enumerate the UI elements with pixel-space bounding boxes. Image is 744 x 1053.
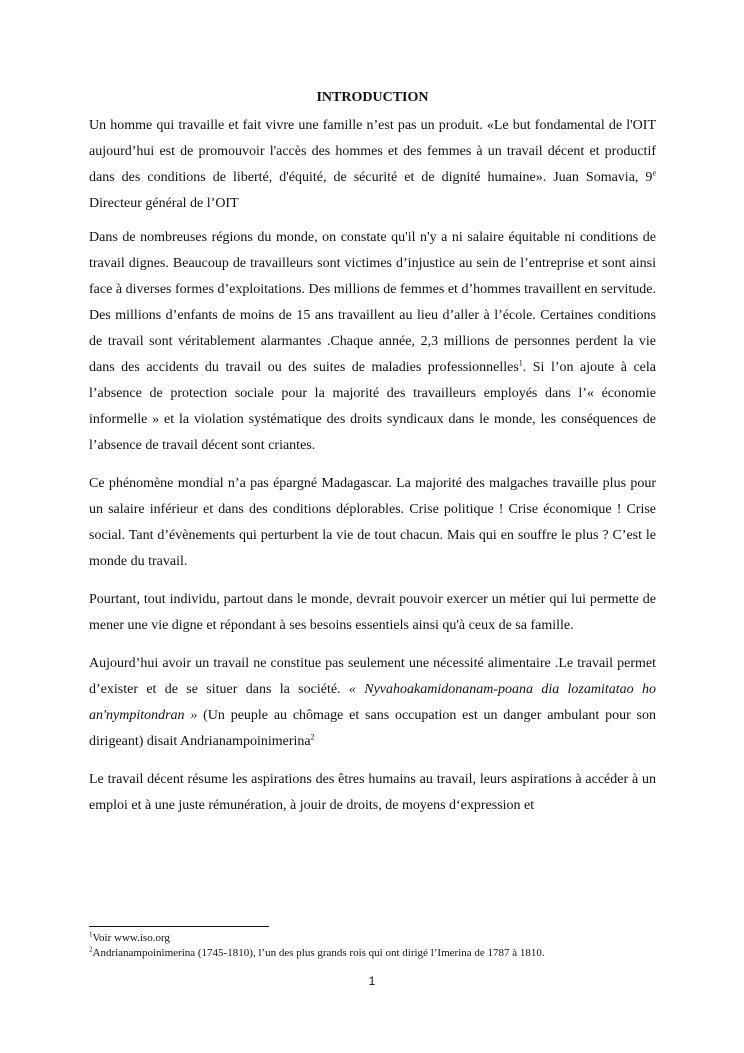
footnote-ref-2[interactable]: 2 bbox=[310, 732, 315, 742]
paragraph-3: Ce phénomène mondial n’a pas épargné Madagascar. La majorité des malgaches travaille plus pour un salaire inférieur et dans des conditions déplorables. Crise politique ! Crise économique ! Crise social. Tant d’évènements qui perturbent la vie de tout chacun. Mais qui en souffre le plus ? C’est le monde du travail. bbox=[89, 476, 656, 569]
page-number: 1 bbox=[368, 974, 376, 988]
page-title: INTRODUCTION bbox=[316, 90, 429, 105]
paragraph-4: Pourtant, tout individu, partout dans le monde, devrait pouvoir exercer un métier qui lui permette de mener une vie digne et répondant à ses besoins essentiels ainsi qu'à ceux de sa famille. bbox=[89, 592, 656, 633]
paragraph-2 bbox=[89, 225, 656, 459]
malagasy-proverb: « Nyvahoakamidonanam-poana dia lozamitatao ho an'nympitondran » bbox=[89, 682, 656, 723]
footnote-ref-1[interactable]: 1 bbox=[518, 358, 523, 368]
paragraph-2-text-after: . Si l’on ajoute à cela l’absence de protection sociale pour la majorité des travailleurs employés dans l’« économie informelle » et la violation systématique des droits syndicaux dans le monde, les conséquences de l’absence de travail décent sont criantes. bbox=[89, 360, 656, 453]
footnote-1-text: Voir www.iso.org bbox=[92, 932, 170, 944]
paragraph-1 bbox=[89, 113, 656, 217]
paragraph-2-text: Dans de nombreuses régions du monde, on constate qu'il n'y a ni salaire équitable ni conditions de travail dignes. Beaucoup de travailleurs sont victimes d’injustice au sein de l’entreprise et sont ainsi face à diverses formes d’exploitations. Des millions de femmes et d’hommes travaillent en servitude. Des millions d’enfants de moins de 15 ans travaillent au lieu d’aller à l’école. Certaines conditions de travail sont véritablement alarmantes .Chaque année, 2,3 millions de personnes perdent la vie dans des accidents du travail ou des suites de maladies professionnelles bbox=[89, 230, 656, 375]
paragraph-5-text: Aujourd’hui avoir un travail ne constitue pas seulement une nécessité alimentaire .Le travail permet d’exister et de se situer dans la société. bbox=[89, 656, 656, 697]
footnote-2-text: Andrianampoinimerina (1745-1810), l’un des plus grands rois qui ont dirigé l’Imerina de 1787 à 1810. bbox=[92, 947, 545, 959]
paragraph-5-text-after: (Un peuple au chômage et sans occupation est un danger ambulant pour son dirigeant) disait Andrianampoinimerina bbox=[89, 708, 656, 749]
footnote-2-number: 2 bbox=[89, 945, 93, 954]
paragraph-6: Le travail décent résume les aspirations des êtres humains au travail, leurs aspirations à accéder à un emploi et à une juste rémunération, à jouir de droits, de moyens d‘expression et bbox=[89, 772, 656, 813]
footnote-divider bbox=[89, 926, 269, 927]
footnotes bbox=[89, 931, 689, 961]
paragraph-5 bbox=[89, 651, 656, 755]
page-body bbox=[89, 88, 656, 827]
footnote-1-number: 1 bbox=[89, 930, 93, 939]
paragraph-1-text: Un homme qui travaille et fait vivre une famille n’est pas un produit. «Le but fondamental de l'OIT aujourd’hui est de promouvoir l'accès des hommes et des femmes à un travail décent et productif dans des conditions de liberté, d'équité, de sécurité et de dignité humaine». Juan Somavia, 9 bbox=[89, 118, 656, 185]
footnote-2 bbox=[89, 946, 689, 961]
footnote-1 bbox=[89, 931, 689, 946]
paragraph-1-text-after: Directeur général de l’OIT bbox=[89, 196, 239, 211]
ordinal-superscript: e bbox=[652, 168, 656, 178]
